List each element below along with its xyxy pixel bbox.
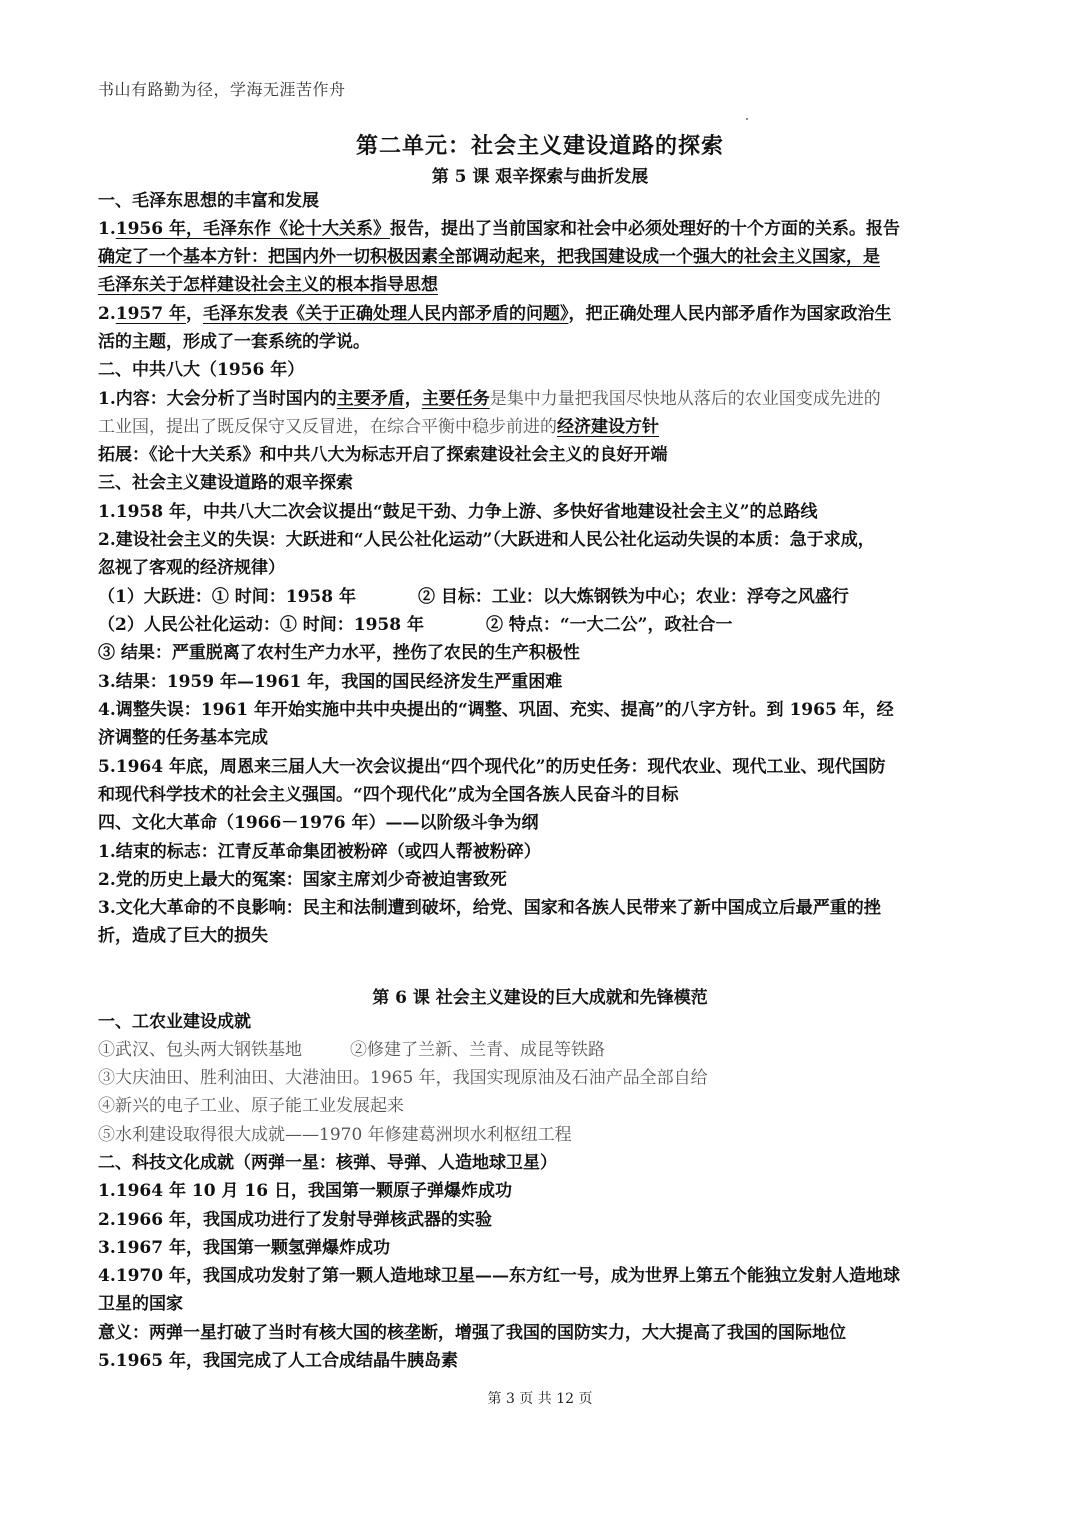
section-heading: 二、中共八大（1956 年） (98, 360, 305, 380)
text: 1.内容：大会分析了当时国内的 (98, 389, 337, 409)
underlined-text: 毛泽东发表《关于正确处理人民内部矛盾的问题》 (202, 304, 569, 324)
text: ， (185, 304, 203, 324)
text: （2）人民公社化运动：① 时间：1958 年 (98, 615, 424, 635)
lesson-5-title: 第 5 课 艰辛探索与曲折发展 (431, 167, 649, 187)
page-number: 第 3 页 共 12 页 (487, 1391, 593, 1407)
paragraph-line: 4.调整失误：1961 年开始实施中共中央提出的“调整、巩固、充实、提高”的八字方针。到 1965 年，经 (98, 700, 894, 720)
section-heading: 三、社会主义建设道路的艰辛探索 (98, 473, 353, 493)
underlined-text: 1956 年，毛泽东作《论十大关系》 (115, 219, 390, 239)
text: ②修建了兰新、兰青、成昆等铁路 (350, 1040, 605, 1060)
paragraph-line: ③大庆油田、胜利油田、大港油田。1965 年，我国实现原油及石油产品全部自给 (98, 1068, 708, 1088)
paragraph-line (98, 1036, 988, 1064)
text: ② 目标：工业：以大炼钢铁为中心；农业：浮夸之风盛行 (417, 587, 849, 607)
text: 1. (98, 219, 116, 239)
paragraph-line: 毛泽东关于怎样建设社会主义的根本指导思想 (98, 275, 438, 295)
section-heading: 四、文化大革命（1966－1976 年）——以阶级斗争为纲 (98, 813, 539, 833)
paragraph-line: 和现代科学技术的社会主义强国。“四个现代化”成为全国各族人民奋斗的目标 (98, 785, 679, 805)
text: 2. (98, 304, 116, 324)
paragraph-line: 2.1966 年，我国成功进行了发射导弹核武器的实验 (98, 1210, 492, 1230)
text: ， (404, 389, 422, 409)
paragraph-line: 2.党的历史上最大的冤案：国家主席刘少奇被迫害致死 (98, 870, 507, 890)
paragraph-line: 活的主题，形成了一套系统的学说。 (98, 332, 370, 352)
paragraph-line: 1.结束的标志：江青反革命集团被粉碎（或四人帮被粉碎） (98, 842, 541, 862)
paragraph-line (98, 215, 988, 243)
paragraph-line: 3.1967 年，我国第一颗氢弹爆炸成功 (98, 1238, 390, 1258)
lesson-6-title: 第 6 课 社会主义建设的巨大成就和先锋模范 (372, 988, 708, 1008)
text: 报告，提出了当前国家和社会中必须处理好的十个方面的关系。报告 (389, 219, 900, 239)
paragraph-line: 2.建设社会主义的失误：大跃进和“人民公社化运动”（大跃进和人民公社化运动失误的本质：急于求成， (98, 530, 875, 550)
paragraph-line: ⑤水利建设取得很大成就——1970 年修建葛洲坝水利枢纽工程 (98, 1125, 572, 1145)
paragraph-line: 意义：两弹一星打破了当时有核大国的核垄断，增强了我国的国防实力，大大提高了我国的国际地位 (98, 1323, 846, 1343)
unit-title: 第二单元：社会主义建设道路的探索 (355, 133, 724, 159)
paragraph-line: 卫星的国家 (98, 1294, 183, 1314)
paragraph-line: ③ 结果：严重脱离了农村生产力水平，挫伤了农民的生产积极性 (98, 643, 580, 663)
speck (746, 118, 748, 120)
paragraph-line: 5.1965 年，我国完成了人工合成结晶牛胰岛素 (98, 1351, 458, 1371)
paragraph-line: 1.1958 年，中共八大二次会议提出“鼓足干劲、力争上游、多快好省地建设社会主义”的总路线 (98, 502, 818, 522)
paragraph-line: 4.1970 年，我国成功发射了第一颗人造地球卫星——东方红一号，成为世界上第五个能独立发射人造地球 (98, 1266, 900, 1286)
text: 是集中力量把我国尽快地从落后的农业国变成先进的 (489, 389, 881, 409)
underlined-text: 主要矛盾 (336, 389, 405, 409)
underlined-text: 经济建设方针 (557, 417, 659, 437)
text: （1）大跃进：① 时间：1958 年 (98, 587, 356, 607)
paragraph-line: 拓展：《论十大关系》和中共八大为标志开启了探索建设社会主义的良好开端 (98, 445, 668, 465)
paragraph-line (98, 300, 988, 328)
paragraph-line (98, 413, 988, 441)
header-motto: 书山有路勤为径，学海无涯苦作舟 (98, 80, 346, 99)
paragraph-line (98, 611, 988, 639)
paragraph-line: 忽视了客观的经济规律） (98, 558, 285, 578)
section-heading: 一、毛泽东思想的丰富和发展 (98, 191, 319, 211)
paragraph-line: 确定了一个基本方针：把国内外一切积极因素全部调动起来，把我国建设成一个强大的社会主义国家，是 (98, 247, 880, 267)
paragraph-line (98, 583, 988, 611)
paragraph-line: 1.1964 年 10 月 16 日，我国第一颗原子弹爆炸成功 (98, 1181, 512, 1201)
paragraph-line: 折，造成了巨大的损失 (98, 926, 268, 946)
paragraph-line: 5.1964 年底，周恩来三届人大一次会议提出“四个现代化”的历史任务：现代农业、现代工业、现代国防 (98, 757, 886, 777)
text: ② 特点：“一大二公”，政社合一 (485, 615, 733, 635)
paragraph-line: 3.文化大革命的不良影响：民主和法制遭到破坏，给党、国家和各族人民带来了新中国成立后最严重的挫 (98, 898, 881, 918)
underlined-text: 1957 年 (115, 304, 186, 324)
section-heading: 二、科技文化成就（两弹一星：核弹、导弹、人造地球卫星） (98, 1153, 557, 1173)
text: 工业国，提出了既反保守又反冒进，在综合平衡中稳步前进的 (98, 417, 557, 437)
section-heading: 一、工农业建设成就 (98, 1012, 251, 1032)
paragraph-line: 3.结果：1959 年—1961 年，我国的国民经济发生严重困难 (98, 672, 563, 692)
paragraph-line: ④新兴的电子工业、原子能工业发展起来 (98, 1096, 404, 1116)
text: ，把正确处理人民内部矛盾作为国家政治生 (568, 304, 892, 324)
underlined-text: 主要任务 (421, 389, 490, 409)
paragraph-line: 济调整的任务基本完成 (98, 728, 268, 748)
text: ①武汉、包头两大钢铁基地 (98, 1040, 302, 1060)
paragraph-line (98, 385, 988, 413)
